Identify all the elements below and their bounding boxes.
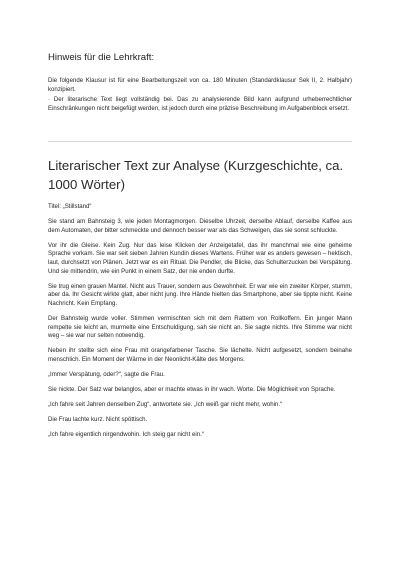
story-paragraph: „Ich fahre eigentlich nirgendwohin. Ich steig gar nicht ein.“ bbox=[48, 431, 204, 439]
story-paragraph: Sie trug einen grauen Mantel. Nicht aus Trauer, sondern aus Gewohnheit. Er war wie ein zweiter Körper, stumm, aber da. Ihr Gesicht wirkte glatt, aber nicht jung. Ihre Hände hielten das Smartphone, aber sie tippte nicht. Keine Nachricht. Kein Empfang. bbox=[48, 282, 352, 307]
story-paragraph: Sie stand am Bahnsteig 3, wie jeden Montagmorgen. Dieselbe Uhrzeit, derselbe Ablauf, derselbe Kaffee aus dem Automaten, der bitter schmeckte und dennoch besser war als das Schweigen, das sie sonst schluckte. bbox=[48, 218, 352, 234]
teacher-note-heading: Hinweis für die Lehrkraft: bbox=[48, 52, 155, 63]
teacher-note bbox=[48, 77, 352, 115]
story-paragraph: Vor ihr die Gleise. Kein Zug. Nur das leise Klicken der Anzeigetafel, das ihr manchmal wie eine geheime Sprache vorkam. Sie war seit sieben Jahren Kundin dieses Wartens. Früher war es anders gewesen – hektisch, laut, durchsetzt von Plänen. Jetzt war es ein Ritual. Die Pendler, die Blicke, das Schulterzucken bei Verspätung. Und sie mittendrin, wie ein Punkt in einem Satz, der nie enden durfte. bbox=[48, 241, 352, 275]
story-paragraph: „Ich fahre seit Jahren denselben Zug“, antwortete sie. „Ich weiß gar nicht mehr, wohin.“ bbox=[48, 401, 283, 409]
divider bbox=[48, 141, 352, 142]
story-paragraph: Sie nickte. Der Satz war belanglos, aber er machte etwas in ihr wach. Worte. Die Möglichkeit von Sprache. bbox=[48, 386, 336, 393]
section-title: Literarischer Text zur Analyse (Kurzgeschichte, ca. 1000 Wörter) bbox=[48, 158, 344, 192]
teacher-note-paragraph: · Der literarische Text liegt vollständig bei. Das zu analysierende Bild kann aufgrund urheberrechtlicher Einschränkungen nicht beigefügt werden, ist jedoch durch eine präzise Beschreibung im Aufgabenblock ersetzt. bbox=[48, 96, 352, 112]
story-paragraph: Die Frau lachte kurz. Nicht spöttisch. bbox=[48, 416, 148, 424]
teacher-note-paragraph: Die folgende Klausur ist für eine Bearbeitungszeit von ca. 180 Minuten (Standardklausur Sek II, 2. Halbjahr) konzipiert. bbox=[48, 77, 352, 93]
story-body bbox=[48, 203, 352, 446]
story-paragraph: Der Bahnsteig wurde voller. Stimmen vermischten sich mit dem Rattern von Rollkoffern. Ein junger Mann rempelte sie leicht an, murmelte eine Entschuldigung, sah sie nicht an. Sie sagte nichts. Ihre Stimme war nicht weg – sie war nur selten notwendig. bbox=[48, 314, 352, 340]
story-title-line: Titel: „Stillstand“ bbox=[48, 203, 92, 210]
story-paragraph: Neben ihr stellte sich eine Frau mit orangefarbener Tasche. Sie lächelte. Nicht aufgesetzt, sondern beinahe menschlich. Ein Moment der Wärme in der Neonlicht-Kälte des Morgens. bbox=[48, 347, 352, 363]
story-paragraph: „Immer Verspätung, oder?“, sagte die Frau. bbox=[48, 370, 165, 378]
